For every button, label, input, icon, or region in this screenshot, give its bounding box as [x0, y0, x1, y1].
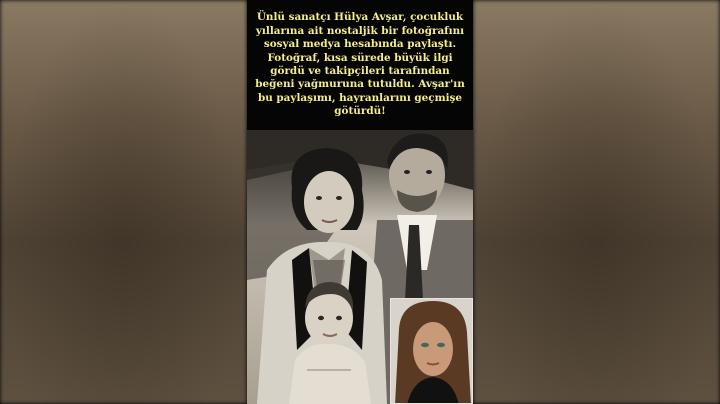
blurred-background-right [473, 0, 720, 404]
blurred-background-left [0, 0, 247, 404]
caption-box [247, 0, 473, 130]
inset-portrait-illustration [391, 299, 473, 404]
short-video-frame [247, 0, 473, 404]
caption-text: Ünlü sanatçı Hülya Avşar, çocukluk yıllarına ait nostaljik bir fotoğrafını sosyal medya hesabında paylaştı. Fotoğraf, kısa sürede büyük ilgi gördü ve takipçileri tarafından beğeni yağmuruna tutuldu. Avşar'ın bu paylaşımı, hayranlarını geçmişe götürdü! [255, 11, 465, 118]
inset-portrait-photo [390, 298, 473, 404]
